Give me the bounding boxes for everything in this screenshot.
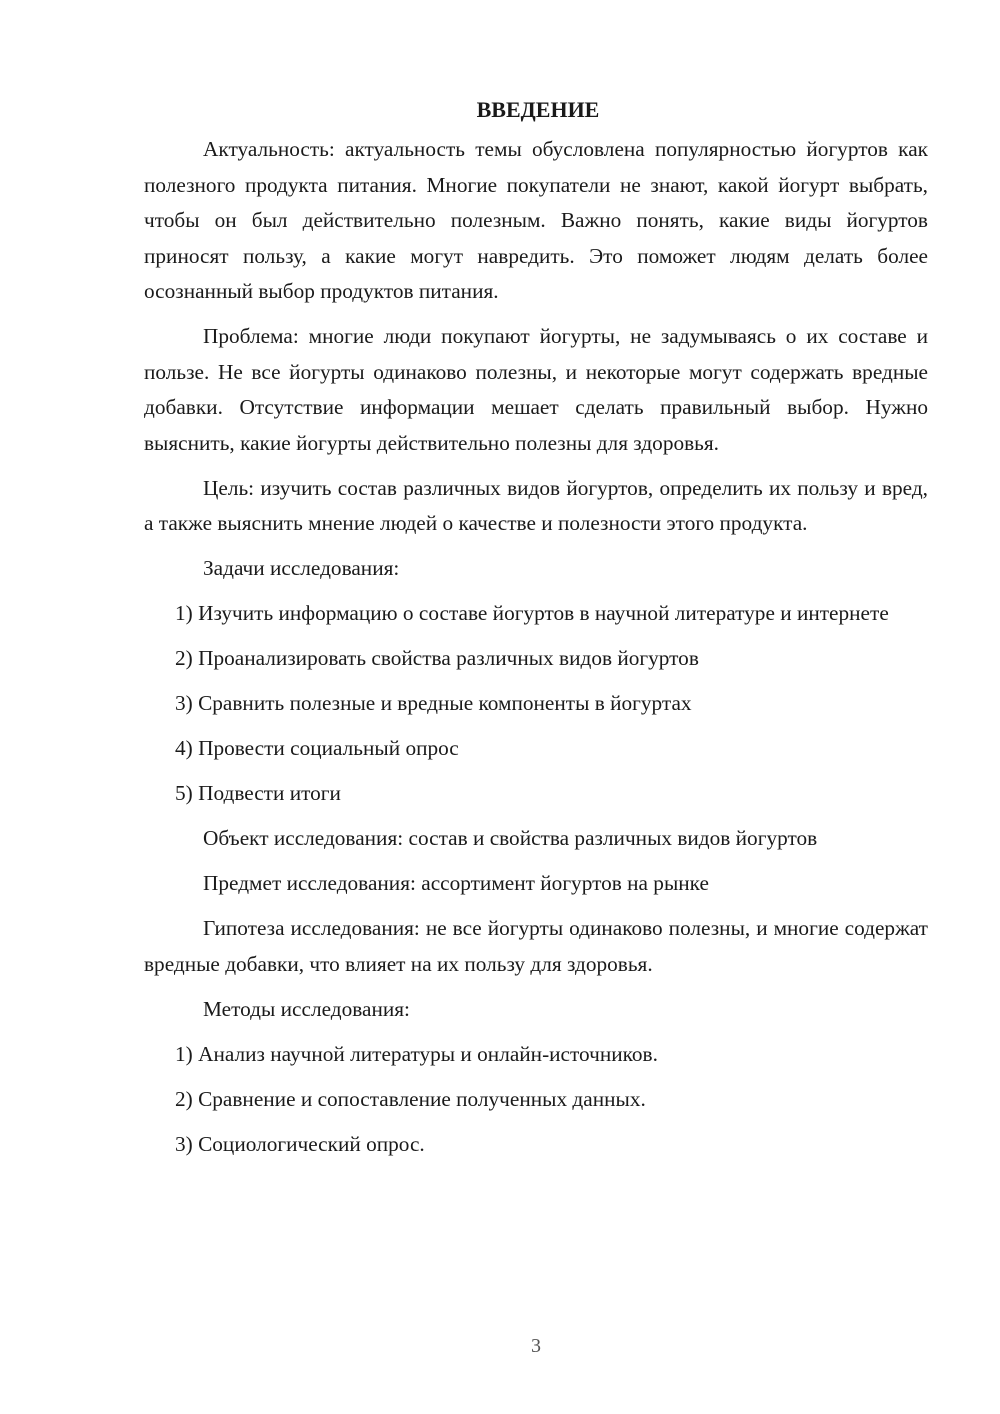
list-item: 5) Подвести итоги — [175, 781, 341, 805]
page-number: 3 — [531, 1335, 541, 1357]
goal-paragraph: Цель: изучить состав различных видов йогуртов, определить их пользу и вред, а также выяснить мнение людей о качестве и полезности этого продукта. — [144, 475, 928, 535]
list-item: 3) Сравнить полезные и вредные компоненты в йогуртах — [175, 691, 692, 715]
methods-list — [144, 1037, 928, 1163]
list-item: 3) Социологический опрос. — [175, 1131, 425, 1156]
problem-paragraph: Проблема: многие люди покупают йогурты, не задумываясь о их составе и пользе. Не все йогурты одинаково полезны, и некоторые могут содержать вредные добавки. Отсутствие информации мешает сделать правильный выбор. Нужно выяснить, какие йогурты действительно полезны для здоровья. — [144, 324, 928, 455]
list-item: 2) Проанализировать свойства различных видов йогуртов — [175, 646, 699, 670]
list-item: 1) Анализ научной литературы и онлайн-источников. — [175, 1041, 658, 1066]
object-paragraph: Объект исследования: состав и свойства различных видов йогуртов — [203, 826, 818, 850]
section-heading: ВВЕДЕНИЕ — [476, 97, 600, 122]
relevance-paragraph: Актуальность: актуальность темы обусловлена популярностью йогуртов как полезного продукта питания. Многие покупатели не знают, какой йогурт выбрать, чтобы он был действительно полезным. Важно понять, какие виды йогуртов приносят пользу, а какие могут навредить. Это поможет людям делать более осознанный выбор продуктов питания. — [144, 137, 928, 303]
list-item: 4) Провести социальный опрос — [175, 736, 459, 760]
methods-title: Методы исследования: — [203, 996, 410, 1021]
list-item: 2) Сравнение и сопоставление полученных данных. — [175, 1086, 646, 1111]
hypothesis-paragraph: Гипотеза исследования: не все йогурты одинаково полезны, и многие содержат вредные добавки, что влияет на их пользу для здоровья. — [144, 916, 928, 976]
tasks-title: Задачи исследования: — [203, 556, 400, 580]
list-item: 1) Изучить информацию о составе йогуртов в научной литературе и интернете — [175, 601, 889, 625]
tasks-list — [144, 596, 928, 812]
subject-paragraph: Предмет исследования: ассортимент йогуртов на рынке — [203, 871, 709, 895]
page-body — [144, 92, 928, 1172]
